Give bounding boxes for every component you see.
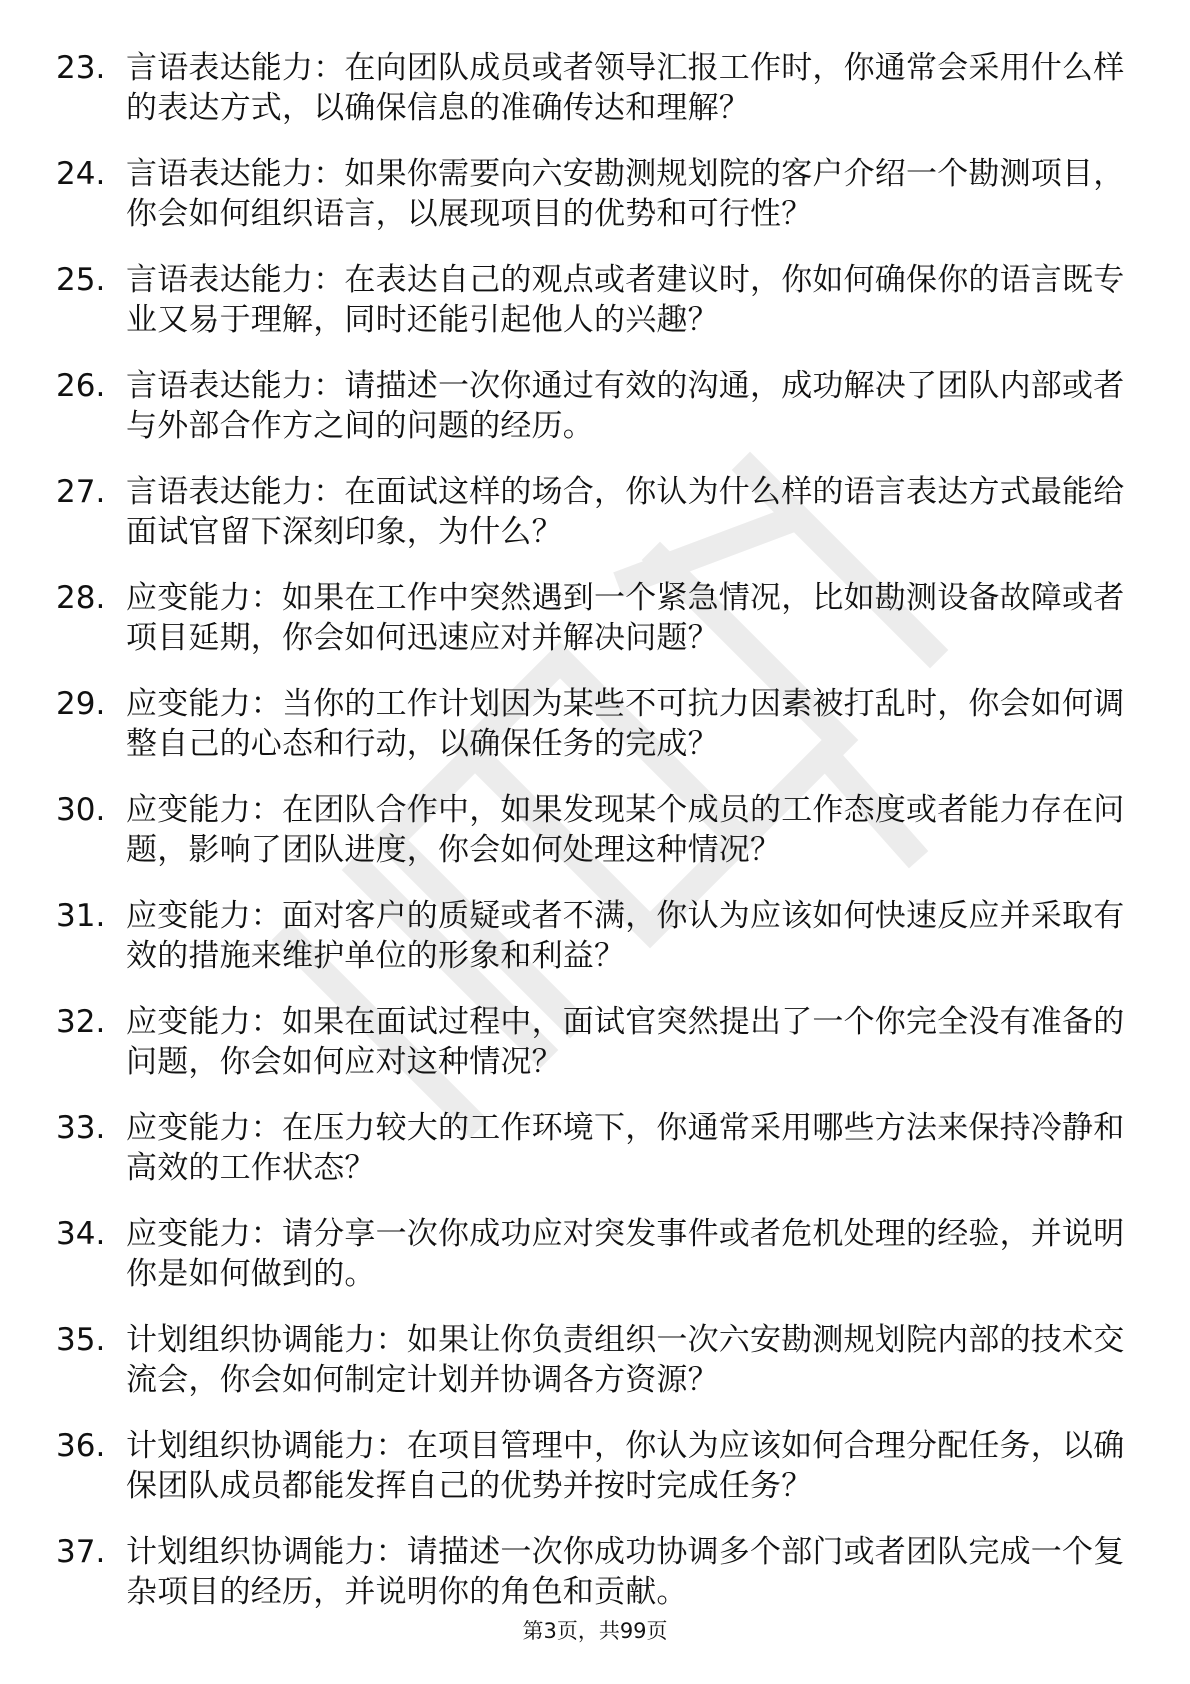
question-number: 32. bbox=[56, 1004, 106, 1040]
question-number: 37. bbox=[56, 1534, 106, 1570]
question-number: 35. bbox=[56, 1322, 106, 1358]
question-item bbox=[0, 472, 1190, 552]
question-item bbox=[0, 790, 1190, 870]
question-item bbox=[0, 1532, 1190, 1612]
question-number: 24. bbox=[56, 156, 106, 192]
question-number: 31. bbox=[56, 898, 106, 934]
question-item bbox=[0, 684, 1190, 764]
question-text: 言语表达能力：如果你需要向六安勘测规划院的客户介绍一个勘测项目，你会如何组织语言，以展现项目的优势和可行性？ bbox=[126, 156, 1125, 232]
question-item bbox=[0, 1214, 1190, 1294]
question-number: 26. bbox=[56, 368, 106, 404]
question-number: 34. bbox=[56, 1216, 106, 1252]
question-text: 应变能力：面对客户的质疑或者不满，你认为应该如何快速反应并采取有效的措施来维护单位的形象和利益？ bbox=[126, 898, 1125, 974]
question-list bbox=[0, 48, 1190, 1638]
question-item bbox=[0, 1002, 1190, 1082]
question-text: 言语表达能力：在向团队成员或者领导汇报工作时，你通常会采用什么样的表达方式，以确保信息的准确传达和理解？ bbox=[126, 50, 1125, 126]
question-text: 应变能力：在团队合作中，如果发现某个成员的工作态度或者能力存在问题，影响了团队进度，你会如何处理这种情况？ bbox=[126, 792, 1125, 868]
question-item bbox=[0, 1426, 1190, 1506]
question-text: 言语表达能力：在面试这样的场合，你认为什么样的语言表达方式最能给面试官留下深刻印象，为什么？ bbox=[126, 474, 1125, 550]
question-item bbox=[0, 48, 1190, 128]
page-number: 第3页，共99页 bbox=[522, 1619, 668, 1643]
question-item bbox=[0, 260, 1190, 340]
question-text: 应变能力：在压力较大的工作环境下，你通常采用哪些方法来保持冷静和高效的工作状态？ bbox=[126, 1110, 1125, 1186]
question-item bbox=[0, 1320, 1190, 1400]
question-number: 25. bbox=[56, 262, 106, 298]
question-number: 27. bbox=[56, 474, 106, 510]
question-text: 言语表达能力：请描述一次你通过有效的沟通，成功解决了团队内部或者与外部合作方之间的问题的经历。 bbox=[126, 368, 1125, 444]
question-number: 23. bbox=[56, 50, 106, 86]
question-text: 言语表达能力：在表达自己的观点或者建议时，你如何确保你的语言既专业又易于理解，同时还能引起他人的兴趣？ bbox=[126, 262, 1125, 338]
question-number: 30. bbox=[56, 792, 106, 828]
question-item bbox=[0, 896, 1190, 976]
question-item bbox=[0, 154, 1190, 234]
question-text: 应变能力：请分享一次你成功应对突发事件或者危机处理的经验，并说明你是如何做到的。 bbox=[126, 1216, 1125, 1292]
question-text: 应变能力：如果在工作中突然遇到一个紧急情况，比如勘测设备故障或者项目延期，你会如何迅速应对并解决问题？ bbox=[126, 580, 1125, 656]
question-number: 36. bbox=[56, 1428, 106, 1464]
question-item bbox=[0, 1108, 1190, 1188]
question-text: 应变能力：如果在面试过程中，面试官突然提出了一个你完全没有准备的问题，你会如何应对这种情况？ bbox=[126, 1004, 1125, 1080]
question-number: 29. bbox=[56, 686, 106, 722]
question-item bbox=[0, 366, 1190, 446]
question-item bbox=[0, 578, 1190, 658]
question-text: 计划组织协调能力：请描述一次你成功协调多个部门或者团队完成一个复杂项目的经历，并说明你的角色和贡献。 bbox=[126, 1534, 1125, 1610]
question-text: 计划组织协调能力：在项目管理中，你认为应该如何合理分配任务，以确保团队成员都能发挥自己的优势并按时完成任务？ bbox=[126, 1428, 1125, 1504]
question-text: 计划组织协调能力：如果让你负责组织一次六安勘测规划院内部的技术交流会，你会如何制定计划并协调各方资源？ bbox=[126, 1322, 1125, 1398]
question-number: 28. bbox=[56, 580, 106, 616]
question-number: 33. bbox=[56, 1110, 106, 1146]
question-text: 应变能力：当你的工作计划因为某些不可抗力因素被打乱时，你会如何调整自己的心态和行动，以确保任务的完成？ bbox=[126, 686, 1125, 762]
